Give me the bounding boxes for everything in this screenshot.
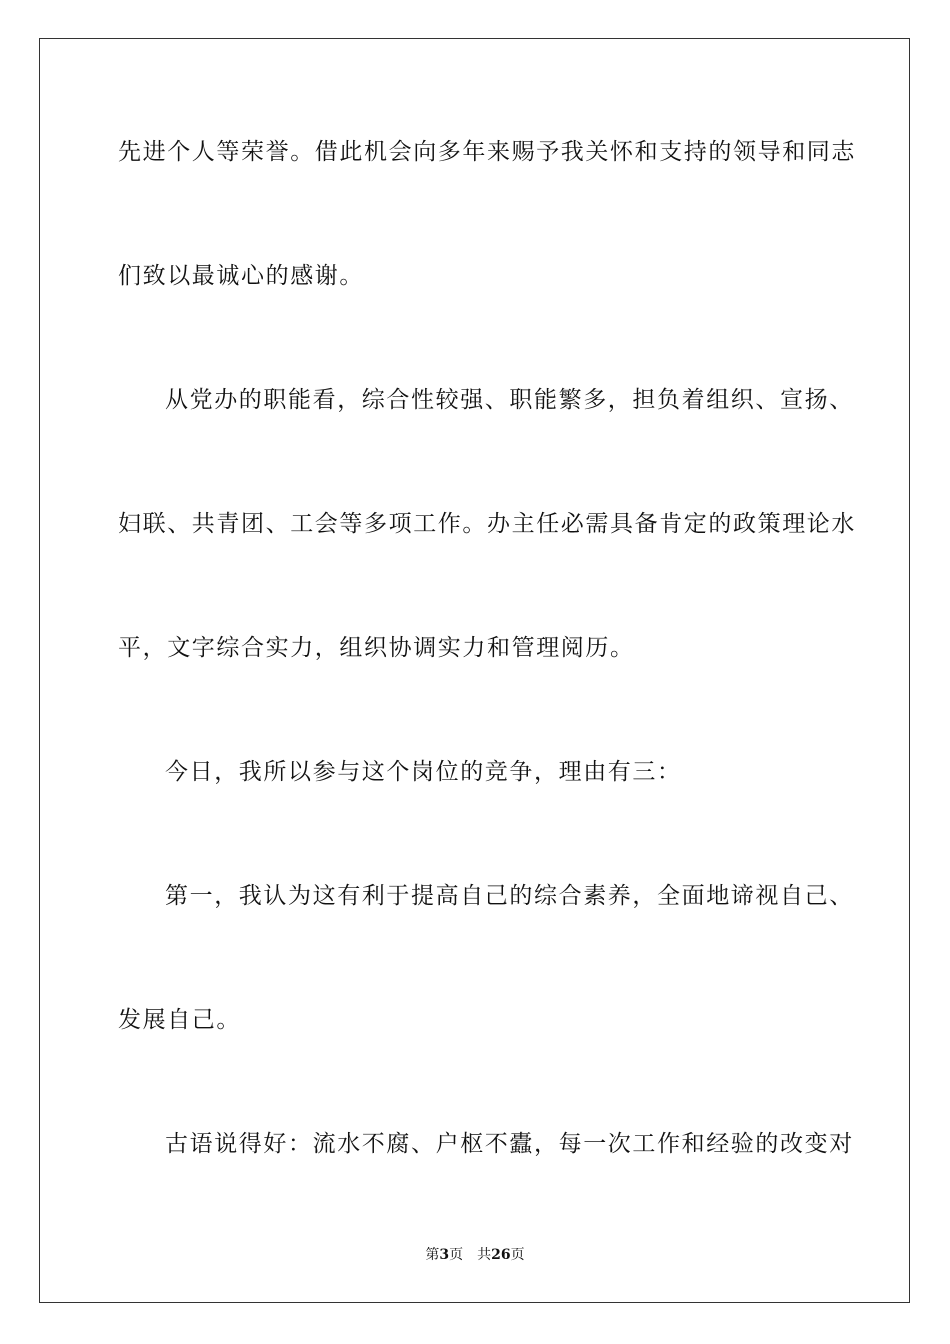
body-line-7: 第一，我认为这有利于提高自己的综合素养，全面地谛视自己、	[165, 883, 854, 909]
body-line-9: 古语说得好：流水不腐、户枢不蠹，每一次工作和经验的改变对	[165, 1131, 854, 1157]
body-line-2: 们致以最诚心的感谢。	[118, 263, 364, 289]
footer-total-prefix: 共	[477, 1247, 492, 1263]
footer-page-prefix: 第	[425, 1247, 440, 1263]
page-border	[39, 38, 910, 1303]
footer-page-number: 3	[439, 1247, 450, 1263]
body-line-5: 平，文字综合实力，组织协调实力和管理阅历。	[118, 635, 635, 661]
body-line-4: 妇联、共青团、工会等多项工作。办主任必需具备肯定的政策理论水	[118, 511, 856, 537]
body-line-3: 从党办的职能看，综合性较强、职能繁多，担负着组织、宣扬、	[165, 387, 854, 413]
footer-page-suffix: 页	[449, 1247, 464, 1263]
footer-total-pages: 26	[491, 1247, 511, 1263]
body-line-6: 今日，我所以参与这个岗位的竞争，理由有三：	[165, 759, 682, 785]
body-line-1: 先进个人等荣誉。借此机会向多年来赐予我关怀和支持的领导和同志	[118, 139, 856, 165]
footer-total-suffix: 页	[510, 1247, 525, 1263]
page-footer	[0, 1246, 950, 1264]
body-line-8: 发展自己。	[118, 1007, 241, 1033]
